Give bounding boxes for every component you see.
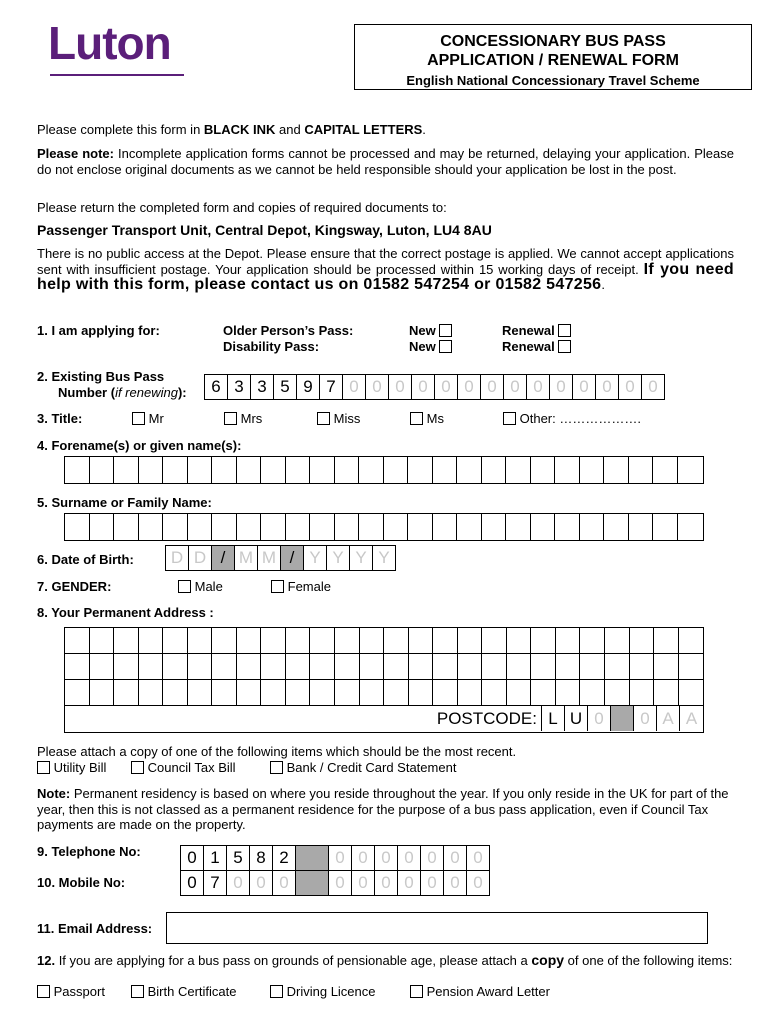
date-of-birth-grid[interactable]: [165, 545, 396, 571]
gender-female-option: [271, 579, 331, 594]
pass-digit[interactable]: 9: [296, 374, 320, 400]
q12-number: 12.: [37, 953, 56, 968]
phone-digit[interactable]: 0: [351, 845, 375, 871]
mobile-digit[interactable]: 0: [420, 870, 444, 896]
postcode-separator: [610, 706, 634, 731]
disability-renewal-option: [502, 339, 571, 354]
dob-year-cell[interactable]: Y: [303, 545, 327, 571]
disability-pass-label: Disability Pass:: [223, 339, 320, 354]
pass-digit[interactable]: 0: [342, 374, 366, 400]
disability-new-option: [409, 339, 452, 354]
gender-male-checkbox[interactable]: [178, 580, 191, 593]
older-person-pass-label: Older Person’s Pass:: [223, 323, 354, 338]
bank-statement-checkbox[interactable]: [270, 761, 283, 774]
passport-label: Passport: [53, 984, 105, 999]
title-ms-option: [410, 411, 444, 426]
title-mr-label: Mr: [148, 411, 164, 426]
utility-bill-option: [37, 760, 106, 775]
q12-copy-word: copy: [531, 952, 565, 968]
mobile-digit[interactable]: 0: [328, 870, 352, 896]
birth-certificate-label: Birth Certificate: [147, 984, 237, 999]
utility-bill-checkbox[interactable]: [37, 761, 50, 774]
attach-instruction: Please attach a copy of one of the following items which should be the most recent.: [37, 744, 517, 759]
disability-renewal-checkbox[interactable]: [558, 340, 571, 353]
pass-digit[interactable]: 0: [549, 374, 573, 400]
pass-digit[interactable]: 0: [457, 374, 481, 400]
form-subtitle: English National Concessionary Travel Scheme: [406, 73, 700, 88]
pass-digit[interactable]: 0: [572, 374, 596, 400]
title-other-option: [503, 411, 641, 426]
q2-label-line2: [58, 385, 187, 400]
pass-digit[interactable]: 0: [434, 374, 458, 400]
capital-letters-text: CAPITAL LETTERS: [304, 122, 423, 137]
q5-label: 5. Surname or Family Name:: [37, 495, 212, 510]
passport-checkbox[interactable]: [37, 985, 50, 998]
please-note-text: Incomplete application forms cannot be processed and may be returned, delaying your application. Please do not enclose original documents as we cannot be held responsible should your application be lost in the post.: [37, 146, 734, 177]
address-row: [65, 680, 703, 706]
mobile-digit[interactable]: 0: [374, 870, 398, 896]
please-note-paragraph: [37, 146, 734, 177]
phone-digit[interactable]: 0: [443, 845, 467, 871]
help-contact-text: If you need help with this form, please contact us on 01582 547254 or 01582 547256: [37, 260, 734, 293]
dob-year-cell[interactable]: Y: [349, 545, 373, 571]
title-mrs-label: Mrs: [240, 411, 263, 426]
instruction-text: Please complete this form in: [37, 122, 204, 137]
title-mr-checkbox[interactable]: [132, 412, 145, 425]
mobile-digit[interactable]: 0: [351, 870, 375, 896]
mobile-digit[interactable]: 0: [226, 870, 250, 896]
black-ink-text: BLACK INK: [203, 122, 276, 137]
bank-statement-option: [270, 760, 456, 775]
driving-licence-checkbox[interactable]: [270, 985, 283, 998]
pass-digit[interactable]: 3: [227, 374, 251, 400]
mobile-digit[interactable]: 7: [203, 870, 227, 896]
older-new-option: [409, 323, 452, 338]
phone-separator: [295, 845, 329, 871]
new-label: New: [409, 323, 436, 338]
q11-label: 11. Email Address:: [37, 921, 153, 936]
gender-female-label: Female: [287, 579, 331, 594]
q4-label: 4. Forename(s) or given name(s):: [37, 438, 242, 453]
q1-label: 1. I am applying for:: [37, 323, 160, 338]
driving-licence-label: Driving Licence: [286, 984, 376, 999]
bank-statement-label: Bank / Credit Card Statement: [286, 760, 457, 775]
title-other-label: Other: ……………….: [519, 411, 641, 426]
pass-digit[interactable]: 0: [480, 374, 504, 400]
postcode-label: POSTCODE:: [436, 708, 537, 728]
renewal-label: Renewal: [502, 339, 555, 354]
form-title-line2: APPLICATION / RENEWAL FORM: [427, 52, 679, 69]
pass-digit[interactable]: 0: [526, 374, 550, 400]
address-grid[interactable]: [64, 627, 704, 733]
disability-new-checkbox[interactable]: [439, 340, 452, 353]
phone-digit[interactable]: 0: [180, 845, 204, 871]
birth-certificate-option: [131, 984, 237, 999]
q7-label: 7. GENDER:: [37, 579, 112, 594]
passport-option: [37, 984, 105, 999]
logo-underline: [50, 74, 184, 76]
title-ms-checkbox[interactable]: [410, 412, 423, 425]
pass-digit[interactable]: 6: [204, 374, 228, 400]
renewal-label: Renewal: [502, 323, 555, 338]
mobile-digit[interactable]: 0: [466, 870, 490, 896]
return-instruction: Please return the completed form and copies of required documents to:: [37, 200, 447, 215]
form-title-box: [354, 24, 752, 90]
utility-bill-label: Utility Bill: [53, 760, 107, 775]
title-miss-label: Miss: [333, 411, 361, 426]
form-title-line1: CONCESSIONARY BUS PASS: [440, 33, 666, 50]
phone-digit[interactable]: 1: [203, 845, 227, 871]
q2-label-post: ):: [177, 385, 187, 400]
q12-text-post: of one of the following items:: [564, 953, 733, 968]
public-access-text: There is no public access at the Depot. Please ensure that the correct postage is applied. We cannot accept applications sent with insufficient postage. Your application should be processed within 15 working days of receipt.: [37, 246, 734, 277]
q8-label: 8. Your Permanent Address :: [37, 605, 214, 620]
q9-label: 9. Telephone No:: [37, 844, 141, 859]
and-text: and: [275, 122, 305, 137]
dob-separator: /: [211, 545, 235, 571]
q2-label-pre: Number (: [58, 385, 116, 400]
note-text: Permanent residency is based on where you reside throughout the year. If you only reside in the UK for part of the year, then this is not classed as a permanent residence for the purpose of a bus pass application, even if Council Tax payments are made on the property.: [37, 786, 729, 832]
pension-letter-label: Pension Award Letter: [426, 984, 550, 999]
dob-year-cell[interactable]: Y: [372, 545, 396, 571]
driving-licence-option: [270, 984, 376, 999]
mobile-digit[interactable]: 0: [249, 870, 273, 896]
title-mr-option: [132, 411, 164, 426]
pass-digit[interactable]: 3: [250, 374, 274, 400]
q12-text: If you are applying for a bus pass on grounds of pensionable age, please attach a: [55, 953, 532, 968]
title-mrs-checkbox[interactable]: [224, 412, 237, 425]
q6-label: 6. Date of Birth:: [37, 552, 134, 567]
phone-digit[interactable]: 0: [328, 845, 352, 871]
pass-digit[interactable]: 0: [595, 374, 619, 400]
pass-digit[interactable]: 0: [503, 374, 527, 400]
q2-label: 2. Existing Bus Pass: [37, 369, 165, 384]
address-row: [65, 654, 703, 680]
phone-digit[interactable]: 5: [226, 845, 250, 871]
mobile-grid[interactable]: [180, 870, 490, 896]
phone-digit[interactable]: 0: [374, 845, 398, 871]
pass-digit[interactable]: 0: [388, 374, 412, 400]
council-tax-label: Council Tax Bill: [147, 760, 236, 775]
telephone-grid[interactable]: [180, 845, 490, 871]
note-label: Note:: [37, 786, 71, 801]
q2-label-italic: if renewing: [115, 385, 178, 400]
postcode-cell[interactable]: 0: [587, 706, 611, 731]
mobile-digit[interactable]: 0: [443, 870, 467, 896]
older-renewal-option: [502, 323, 571, 338]
dob-year-cell[interactable]: Y: [326, 545, 350, 571]
gender-male-label: Male: [194, 579, 223, 594]
pass-digit[interactable]: 0: [641, 374, 665, 400]
q10-label: 10. Mobile No:: [37, 875, 126, 890]
pension-letter-checkbox[interactable]: [410, 985, 423, 998]
birth-certificate-checkbox[interactable]: [131, 985, 144, 998]
older-new-checkbox[interactable]: [439, 324, 452, 337]
postcode-cell[interactable]: U: [564, 706, 588, 731]
title-miss-option: [317, 411, 360, 426]
residency-note: [37, 786, 737, 833]
postcode-cell[interactable]: A: [679, 706, 703, 731]
pension-letter-option: [410, 984, 550, 999]
luton-logo: Luton: [48, 17, 171, 69]
email-input[interactable]: [166, 912, 708, 944]
help-period: .: [601, 277, 605, 292]
council-tax-option: [131, 760, 236, 775]
dob-day-cell[interactable]: D: [165, 545, 189, 571]
address-row: [65, 628, 703, 654]
pass-digit[interactable]: 0: [618, 374, 642, 400]
dob-month-cell[interactable]: M: [257, 545, 281, 571]
dob-month-cell[interactable]: M: [234, 545, 258, 571]
return-address: Passenger Transport Unit, Central Depot, Kingsway, Luton, LU4 8AU: [37, 222, 492, 238]
instruction-ink: [37, 122, 734, 138]
older-renewal-checkbox[interactable]: [558, 324, 571, 337]
pass-digit[interactable]: 0: [365, 374, 389, 400]
new-label: New: [409, 339, 436, 354]
bus-pass-number-grid[interactable]: [204, 374, 665, 400]
please-note-label: Please note:: [37, 146, 114, 161]
pass-digit[interactable]: 5: [273, 374, 297, 400]
q12-paragraph: [37, 953, 734, 969]
postcode-cell[interactable]: A: [656, 706, 680, 731]
dob-separator: /: [280, 545, 304, 571]
public-access-paragraph: [37, 246, 734, 293]
title-other-checkbox[interactable]: [503, 412, 516, 425]
council-tax-checkbox[interactable]: [131, 761, 144, 774]
title-miss-checkbox[interactable]: [317, 412, 330, 425]
forename-grid[interactable]: [64, 456, 704, 484]
phone-digit[interactable]: 2: [272, 845, 296, 871]
phone-digit[interactable]: 8: [249, 845, 273, 871]
dob-day-cell[interactable]: D: [188, 545, 212, 571]
surname-grid[interactable]: [64, 513, 704, 541]
phone-digit[interactable]: 0: [466, 845, 490, 871]
pass-digit[interactable]: 7: [319, 374, 343, 400]
postcode-cell[interactable]: L: [541, 706, 565, 731]
mobile-separator: [295, 870, 329, 896]
q3-label: 3. Title:: [37, 411, 83, 426]
title-ms-label: Ms: [426, 411, 444, 426]
postcode-row: [65, 706, 703, 731]
phone-digit[interactable]: 0: [420, 845, 444, 871]
mobile-digit[interactable]: 0: [397, 870, 421, 896]
mobile-digit[interactable]: 0: [180, 870, 204, 896]
postcode-cell[interactable]: 0: [633, 706, 657, 731]
period-text: .: [422, 122, 426, 137]
phone-digit[interactable]: 0: [397, 845, 421, 871]
gender-male-option: [178, 579, 223, 594]
pass-digit[interactable]: 0: [411, 374, 435, 400]
mobile-digit[interactable]: 0: [272, 870, 296, 896]
title-mrs-option: [224, 411, 262, 426]
gender-female-checkbox[interactable]: [271, 580, 284, 593]
